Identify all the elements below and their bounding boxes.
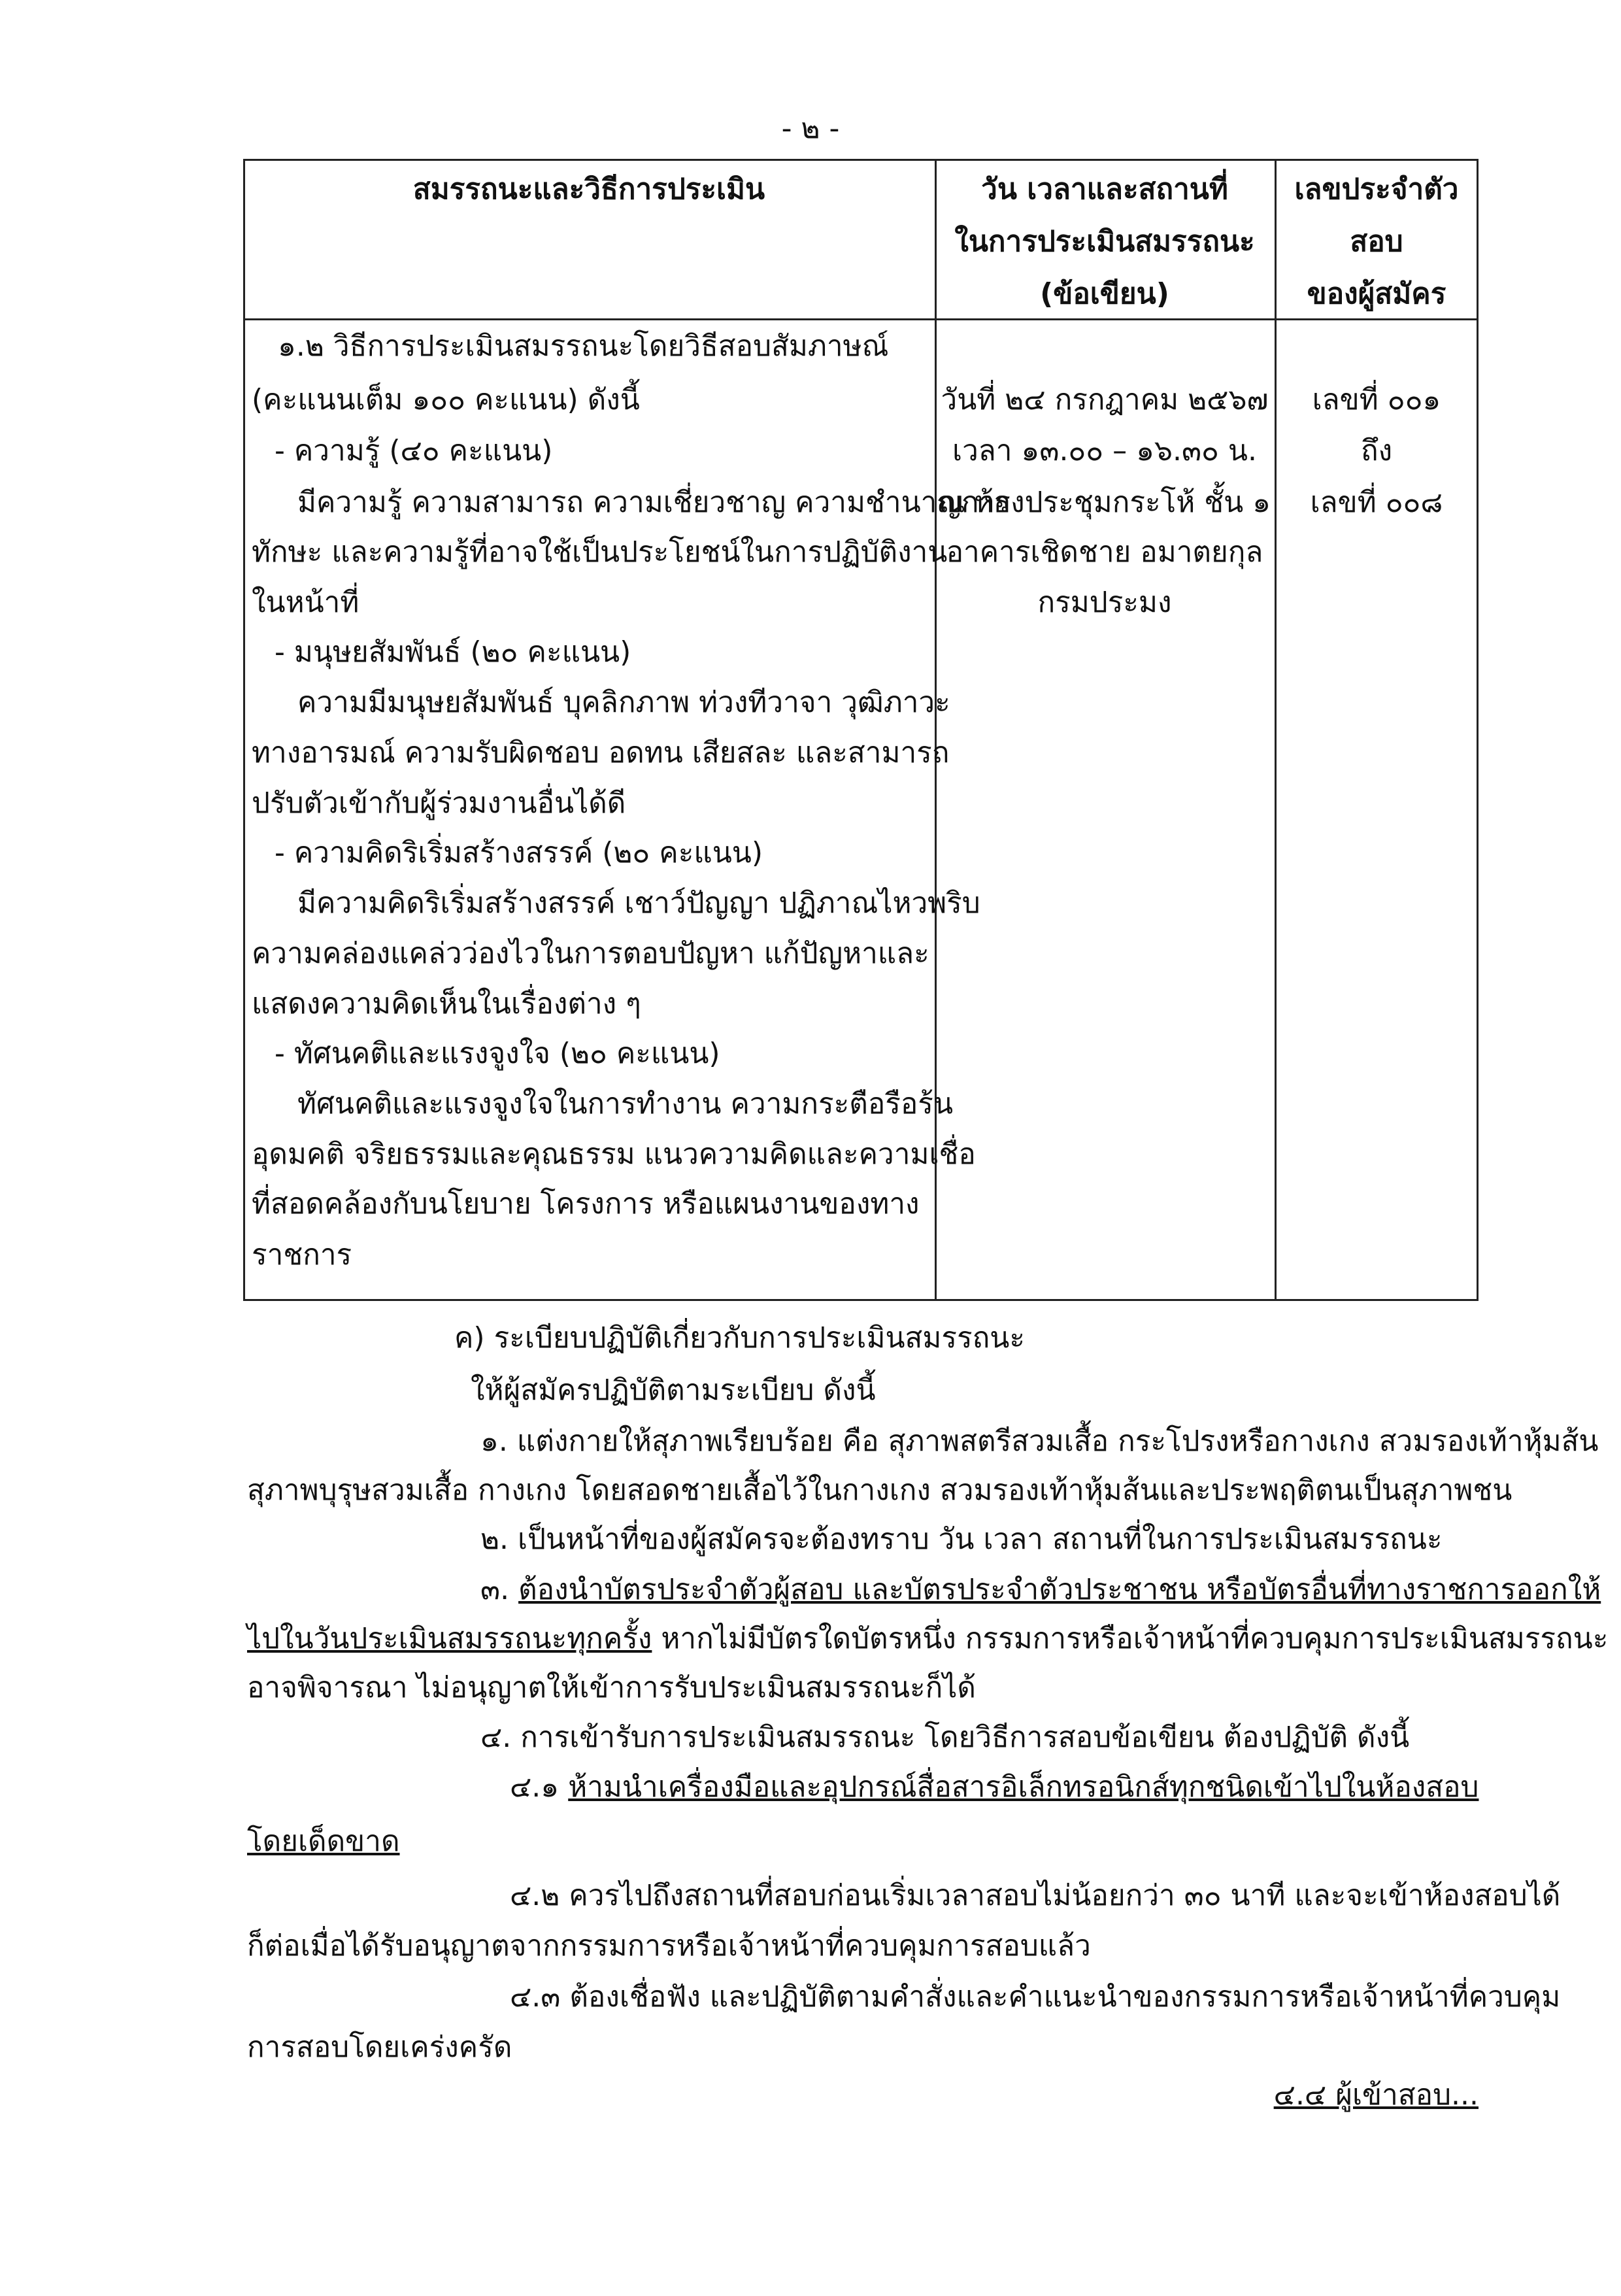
applicant-id-from: เลขที่ ๐๐๑	[1312, 383, 1441, 416]
competency-line: ทัศนคติและแรงจูงใจในการทำงาน ความกระตือรือร้น	[297, 1087, 954, 1121]
rule-4-2-line: ๔.๒ ควรไปถึงสถานที่สอบก่อนเริ่มเวลาสอบไม่น้อยกว่า ๓๐ นาที และจะเข้าห้องสอบได้	[510, 1879, 1561, 1912]
rules-heading: ค) ระเบียบปฏิบัติเกี่ยวกับการประเมินสมรรถนะ	[454, 1321, 1026, 1355]
competency-line: อุดมคติ จริยธรรมและคุณธรรม แนวความคิดและความเชื่อ	[252, 1138, 976, 1171]
rule-4-1-line: โดยเด็ดขาด	[247, 1825, 400, 1858]
rule-2: ๒. เป็นหน้าที่ของผู้สมัครจะต้องทราบ วัน เวลา สถานที่ในการประเมินสมรรถนะ	[480, 1523, 1443, 1556]
header-competency: สมรรถนะและวิธีการประเมิน	[412, 173, 765, 206]
competency-line: ๑.๒ วิธีการประเมินสมรรถนะโดยวิธีสอบสัมภาษณ์	[278, 329, 889, 363]
header-applicant-id: เลขประจำตัว สอบ ของผู้สมัคร	[1294, 173, 1459, 311]
competency-line: (คะแนนเต็ม ๑๐๐ คะแนน) ดังนี้	[252, 383, 640, 416]
exam-date: วันที่ ๒๔ กรกฎาคม ๒๕๖๗	[941, 383, 1269, 416]
competency-line: มีความรู้ ความสามารถ ความเชี่ยวชาญ ความชำนาญการ	[297, 486, 1011, 519]
competency-line: ในหน้าที่	[252, 586, 359, 619]
rule-4-2-line: ก็ต่อเมื่อได้รับอนุญาตจากกรรมการหรือเจ้าหน้าที่ควบคุมการสอบแล้ว	[247, 1929, 1091, 1963]
header-date-place: วัน เวลาและสถานที่ ในการประเมินสมรรถนะ (ข้อเขียน)	[954, 173, 1255, 311]
competency-line: ราชการ	[252, 1238, 352, 1272]
table-column-divider	[935, 159, 937, 1301]
competency-line: ความคล่องแคล่วว่องไวในการตอบปัญหา แก้ปัญหาและ	[252, 937, 929, 970]
exam-room: ณ ห้องประชุมกระโห้ ชั้น ๑	[938, 486, 1271, 519]
rule-4-3-line: การสอบโดยเคร่งครัด	[247, 2031, 512, 2064]
applicant-id-to: เลขที่ ๐๐๘	[1310, 486, 1443, 519]
exam-department: กรมประมง	[1037, 586, 1172, 619]
rule-1-line: สุภาพบุรุษสวมเสื้อ กางเกง โดยสอดชายเสื้อไว้ในกางเกง สวมรองเท้าหุ้มส้นและประพฤติตนเป็นสุภาพชน	[247, 1474, 1512, 1507]
competency-line: ทักษะ และความรู้ที่อาจใช้เป็นประโยชน์ในการปฏิบัติงาน	[252, 535, 948, 569]
rule-3-line: ไปในวันประเมินสมรรถนะทุกครั้ง หากไม่มีบัตรใดบัตรหนึ่ง กรรมการหรือเจ้าหน้าที่ควบคุมการประเมินสมรรถนะ	[247, 1622, 1609, 1655]
exam-building: อาคารเชิดชาย อมาตยกุล	[946, 535, 1263, 569]
exam-time: เวลา ๑๓.๐๐ – ๑๖.๓๐ น.	[952, 434, 1257, 467]
rules-subheading: ให้ผู้สมัครปฏิบัติตามระเบียบ ดังนี้	[471, 1374, 876, 1407]
rule-4-1-line: ๔.๑ ห้ามนำเครื่องมือและอุปกรณ์สื่อสารอิเล็กทรอนิกส์ทุกชนิดเข้าไปในห้องสอบ	[510, 1770, 1479, 1804]
competency-item-heading: - มนุษยสัมพันธ์ (๒๐ คะแนน)	[275, 635, 631, 669]
rule-4-3-line: ๔.๓ ต้องเชื่อฟัง และปฏิบัติตามคำสั่งและคำแนะนำของกรรมการหรือเจ้าหน้าที่ควบคุม	[510, 1980, 1561, 2014]
competency-item-heading: - ทัศนคติและแรงจูงใจ (๒๐ คะแนน)	[275, 1037, 720, 1070]
page-number: - ๒ -	[781, 112, 840, 145]
competency-line: แสดงความคิดเห็นในเรื่องต่าง ๆ	[252, 987, 641, 1021]
competency-line: ความมีมนุษยสัมพันธ์ บุคลิกภาพ ท่วงทีวาจา วุฒิภาวะ	[297, 686, 950, 719]
applicant-id-to-label: ถึง	[1360, 434, 1393, 467]
rule-1-line: ๑. แต่งกายให้สุภาพเรียบร้อย คือ สุภาพสตรีสวมเสื้อ กระโปรงหรือกางเกง สวมรองเท้าหุ้มส้น	[480, 1425, 1599, 1458]
competency-line: ทางอารมณ์ ความรับผิดชอบ อดทน เสียสละ และสามารถ	[252, 736, 950, 769]
continuation-footer: ๔.๔ ผู้เข้าสอบ...	[1273, 2078, 1479, 2112]
table-column-divider	[1275, 159, 1277, 1301]
competency-item-heading: - ความคิดริเริ่มสร้างสรรค์ (๒๐ คะแนน)	[275, 836, 763, 869]
competency-line: มีความคิดริเริ่มสร้างสรรค์ เชาว์ปัญญา ปฏิภาณไหวพริบ	[297, 886, 980, 920]
rule-3-line: ๓. ต้องนำบัตรประจำตัวผู้สอบ และบัตรประจำตัวประชาชน หรือบัตรอื่นที่ทางราชการออกให้	[480, 1573, 1601, 1606]
competency-line: ที่สอดคล้องกับนโยบาย โครงการ หรือแผนงานของทาง	[252, 1187, 920, 1221]
rule-3-line: อาจพิจารณา ไม่อนุญาตให้เข้าการรับประเมินสมรรถนะก็ได้	[247, 1671, 976, 1704]
competency-line: ปรับตัวเข้ากับผู้ร่วมงานอื่นได้ดี	[252, 786, 626, 820]
rule-4: ๔. การเข้ารับการประเมินสมรรถนะ โดยวิธีการสอบข้อเขียน ต้องปฏิบัติ ดังนี้	[480, 1721, 1410, 1754]
competency-item-heading: - ความรู้ (๔๐ คะแนน)	[275, 434, 553, 467]
